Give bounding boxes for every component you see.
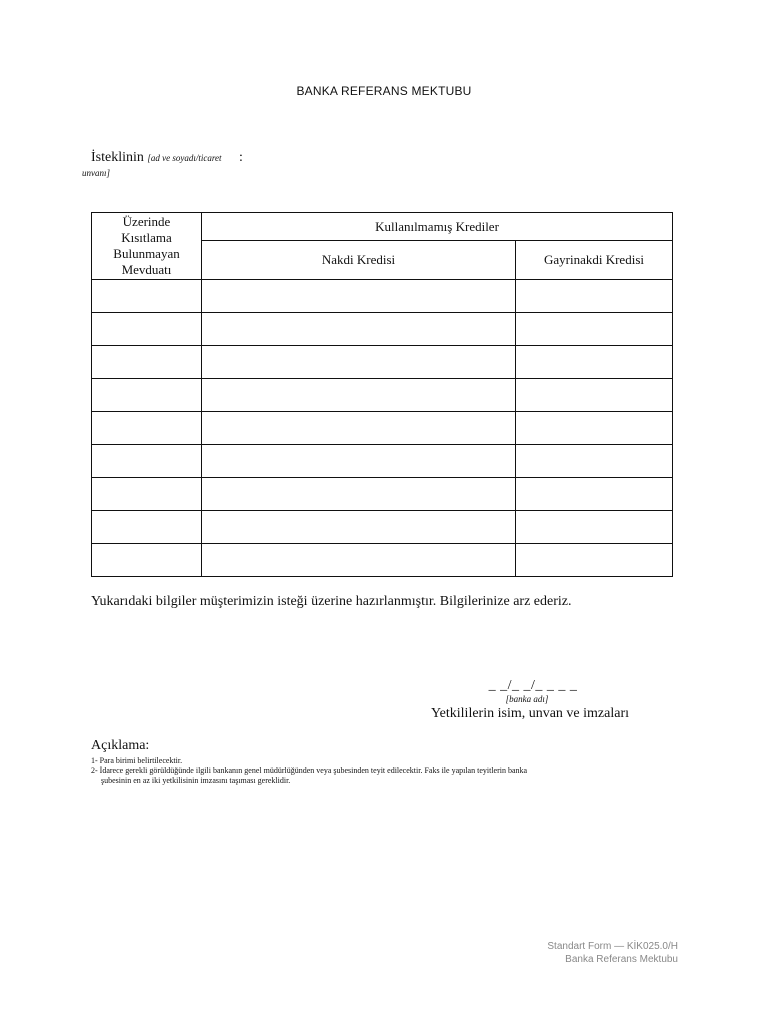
header-line: Üzerinde — [122, 214, 171, 229]
footer-form-code: Standart Form — KİK025.0/H — [547, 941, 678, 952]
table-cell — [92, 544, 202, 577]
table-cell — [202, 346, 516, 379]
table-row — [92, 478, 673, 511]
header-noncash-credit: Gayrinakdi Kredisi — [516, 241, 673, 280]
table-cell — [516, 379, 673, 412]
table-cell — [92, 511, 202, 544]
table-cell — [202, 445, 516, 478]
table-cell — [92, 280, 202, 313]
signatories-label: Yetkililerin isim, unvan ve imzaları — [430, 706, 630, 721]
table-cell — [202, 478, 516, 511]
header-unrestricted-deposits — [92, 213, 202, 280]
table-cell — [202, 379, 516, 412]
requester-line — [91, 150, 243, 166]
note-item: 2- İdarece gerekli görüldüğünde ilgili bankanın genel müdürlüğünden veya şubesinden teyit edilecektir. Faks ile yapılan teyitlerin banka — [91, 766, 528, 775]
table-cell — [92, 478, 202, 511]
bank-name-hint: [banka adı] — [505, 694, 549, 704]
requester-hint: [ad ve soyadı/ticaret — [147, 153, 222, 163]
table-row — [92, 445, 673, 478]
requester-label: İsteklinin — [91, 150, 144, 165]
form-footer — [547, 940, 678, 966]
table-row — [92, 412, 673, 445]
header-line: Mevduatı — [121, 262, 172, 277]
table-row — [92, 346, 673, 379]
table-row — [92, 280, 673, 313]
table-cell — [202, 511, 516, 544]
table-row — [92, 379, 673, 412]
credit-table — [91, 212, 673, 577]
table-cell — [516, 478, 673, 511]
requester-colon: : — [239, 150, 243, 165]
table-cell — [92, 412, 202, 445]
table-cell — [516, 280, 673, 313]
table-cell — [202, 544, 516, 577]
table-cell — [202, 412, 516, 445]
note-item: şubesinin en az iki yetkilisinin imzasını taşıması gereklidir. — [101, 776, 291, 785]
date-placeholder: _ _/_ _/_ _ _ _ — [488, 678, 578, 693]
table-cell — [516, 346, 673, 379]
table-cell — [202, 280, 516, 313]
header-line: Kısıtlama — [121, 230, 172, 245]
table-cell — [92, 346, 202, 379]
notes-title: Açıklama: — [91, 738, 150, 753]
table-cell — [92, 379, 202, 412]
requester-hint-continued: unvanı] — [82, 168, 110, 178]
table-row — [92, 313, 673, 346]
header-unused-credits: Kullanılmamış Krediler — [202, 213, 673, 241]
table-cell — [516, 511, 673, 544]
notes-list — [91, 756, 691, 786]
table-cell — [92, 313, 202, 346]
document-title: BANKA REFERANS MEKTUBU — [296, 84, 472, 98]
table-cell — [516, 313, 673, 346]
table-row — [92, 544, 673, 577]
statement-text: Yukarıdaki bilgiler müşterimizin isteği üzerine hazırlanmıştır. Bilgilerinize arz ederiz. — [91, 594, 572, 609]
table-cell — [516, 412, 673, 445]
table-cell — [516, 445, 673, 478]
footer-form-name: Banka Referans Mektubu — [565, 954, 678, 965]
table-row — [92, 511, 673, 544]
table-cell — [516, 544, 673, 577]
table-cell — [92, 445, 202, 478]
note-item: 1- Para birimi belirtilecektir. — [91, 756, 183, 765]
header-cash-credit: Nakdi Kredisi — [202, 241, 516, 280]
header-line: Bulunmayan — [113, 246, 180, 261]
table-cell — [202, 313, 516, 346]
